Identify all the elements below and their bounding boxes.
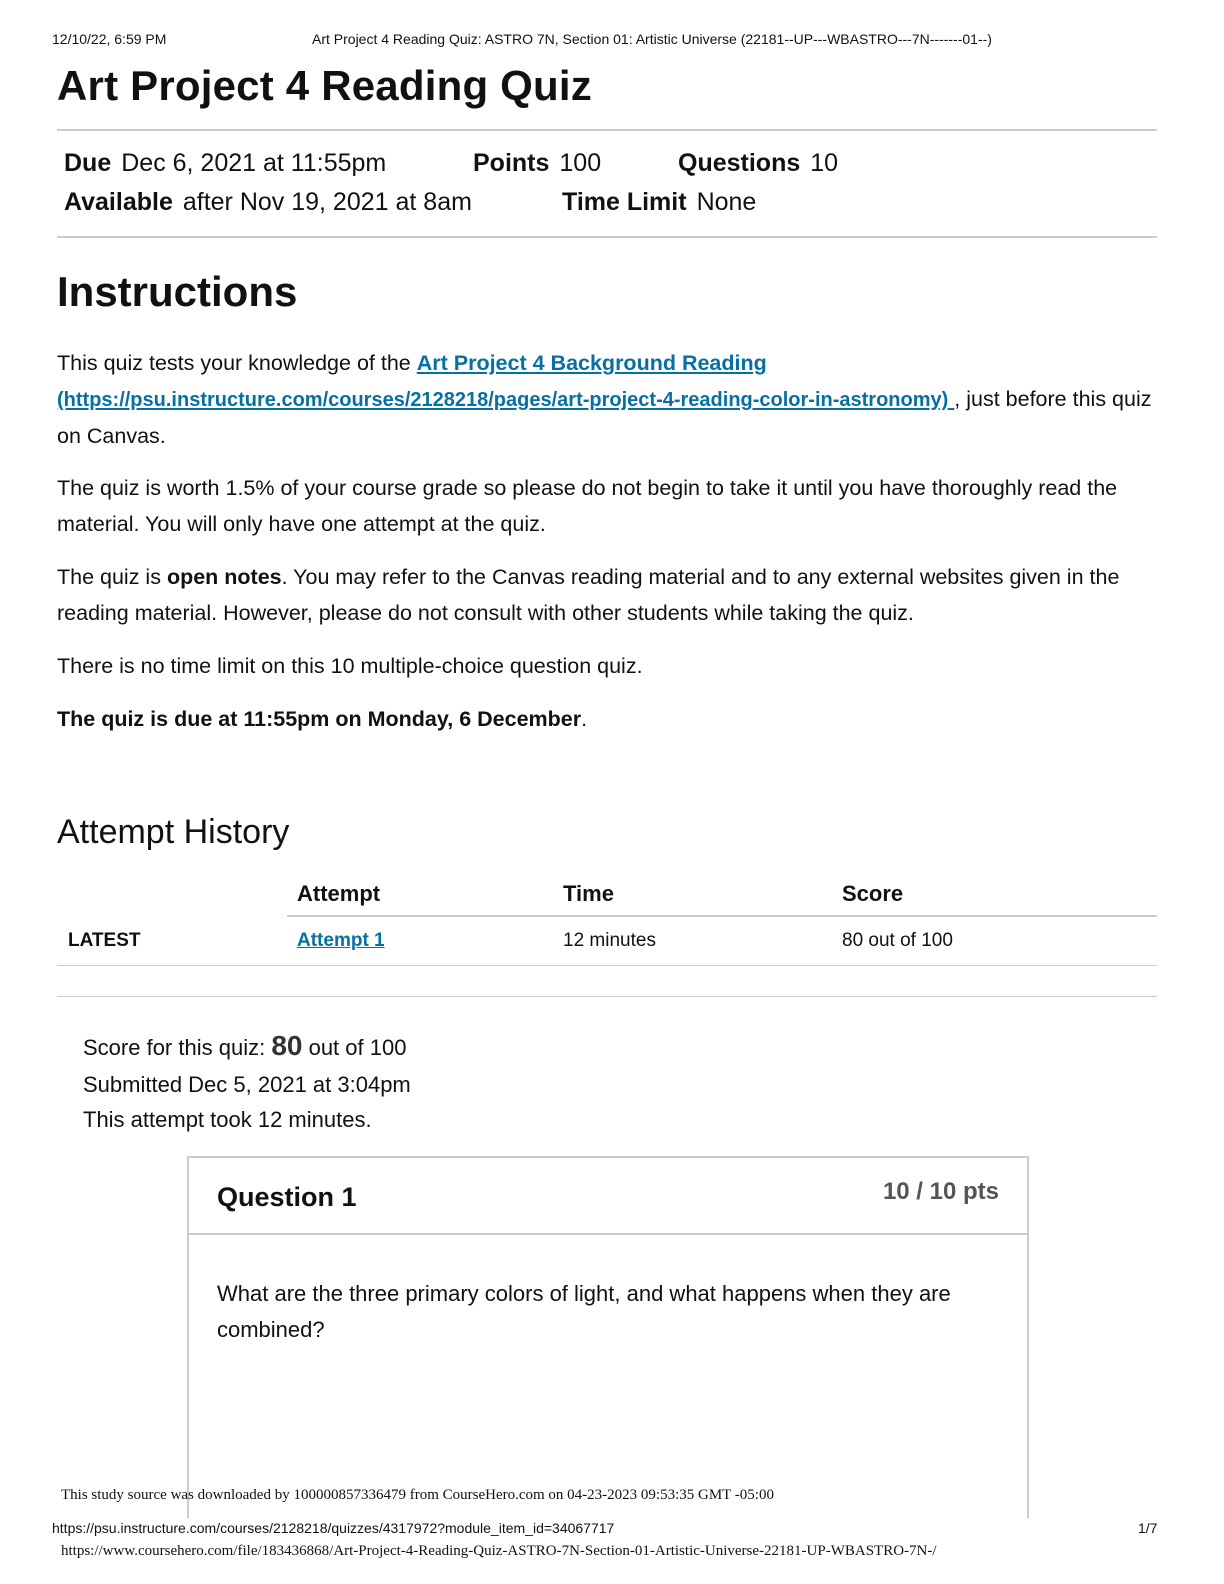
divider [57,996,1157,997]
instructions-heading: Instructions [57,268,298,315]
column-header-score: Score [842,881,904,906]
available-value: after Nov 19, 2021 at 8am [182,188,472,216]
due-detail [64,149,386,178]
time-limit-value: None [696,188,757,216]
points-value: 100 [559,149,602,177]
study-source-notice: This study source was downloaded by 100000857336479 from CourseHero.com on 04-23-2023 09:53:35 GMT -05:00 [61,1487,774,1503]
score-value: 80 [271,1030,303,1061]
points-detail [473,149,601,178]
attempt-duration: This attempt took 12 minutes. [83,1107,372,1132]
available-detail [64,188,472,217]
available-label: Available [64,188,173,216]
quiz-score: Score for this quiz: 80 out of 100 [83,1030,407,1061]
page-number: 1/7 [1138,1520,1158,1536]
questions-value: 10 [810,149,839,177]
column-header-attempt: Attempt [297,881,381,906]
due-label: Due [64,149,112,177]
points-label: Points [473,149,550,177]
instructions-paragraph: The quiz is open notes. You may refer to the Canvas reading material and to any external websites given in the reading material. However, please do not consult with other students while taking the quiz. [57,565,1120,625]
instructions-paragraph: There is no time limit on this 10 multiple-choice question quiz. [57,654,643,678]
time-limit-label: Time Limit [562,188,687,216]
page-title: Art Project 4 Reading Quiz [57,62,592,109]
column-header-time: Time [563,881,614,906]
attempt-time: 12 minutes [563,930,656,951]
due-value: Dec 6, 2021 at 11:55pm [121,149,387,177]
table-row-divider [57,965,1157,966]
question-header [189,1158,1027,1235]
table-header-divider [287,915,1157,917]
print-url: https://psu.instructure.com/courses/2128218/quizzes/4317972?module_item_id=34067717 [52,1520,615,1536]
question-text: What are the three primary colors of light, and what happens when they are combined? [217,1281,951,1342]
question-title: Question 1 [217,1182,357,1212]
print-page-title: Art Project 4 Reading Quiz: ASTRO 7N, Section 01: Artistic Universe (22181--UP---WBASTRO---7N-------01--) [312,31,992,47]
instructions-paragraph: The quiz is worth 1.5% of your course grade so please do not begin to take it until you have thoroughly read the material. You will only have one attempt at the quiz. [57,476,1118,536]
question-points: 10 / 10 pts [882,1178,999,1205]
attempt-score: 80 out of 100 [842,930,953,951]
print-datetime: 12/10/22, 6:59 PM [52,31,167,47]
divider [57,129,1157,131]
question-card [187,1156,1029,1518]
latest-label: LATEST [68,930,141,951]
instructions-paragraph: This quiz tests your knowledge of the Art Project 4 Background Reading (https://psu.instructure.com/courses/2128218/pages/art-project-4-reading-color-in-astronomy) , just before this quiz on Canvas. [57,351,1152,448]
attempt-history-heading: Attempt History [57,813,290,851]
divider [57,236,1157,238]
submitted-time: Submitted Dec 5, 2021 at 3:04pm [83,1072,411,1097]
attempt-link[interactable]: Attempt 1 [297,930,385,951]
background-reading-link[interactable]: Art Project 4 Background Reading (https://psu.instructure.com/courses/2128218/pages/art-project-4-reading-color-in-astronomy) [57,351,949,411]
instructions-paragraph: The quiz is due at 11:55pm on Monday, 6 December. [57,707,588,731]
time-limit-detail [562,188,756,217]
questions-detail [678,149,838,178]
questions-label: Questions [678,149,801,177]
coursehero-url: https://www.coursehero.com/file/183436868/Art-Project-4-Reading-Quiz-ASTRO-7N-Section-01-Artistic-Universe-22181-UP-WBASTRO-7N-/ [61,1543,937,1559]
